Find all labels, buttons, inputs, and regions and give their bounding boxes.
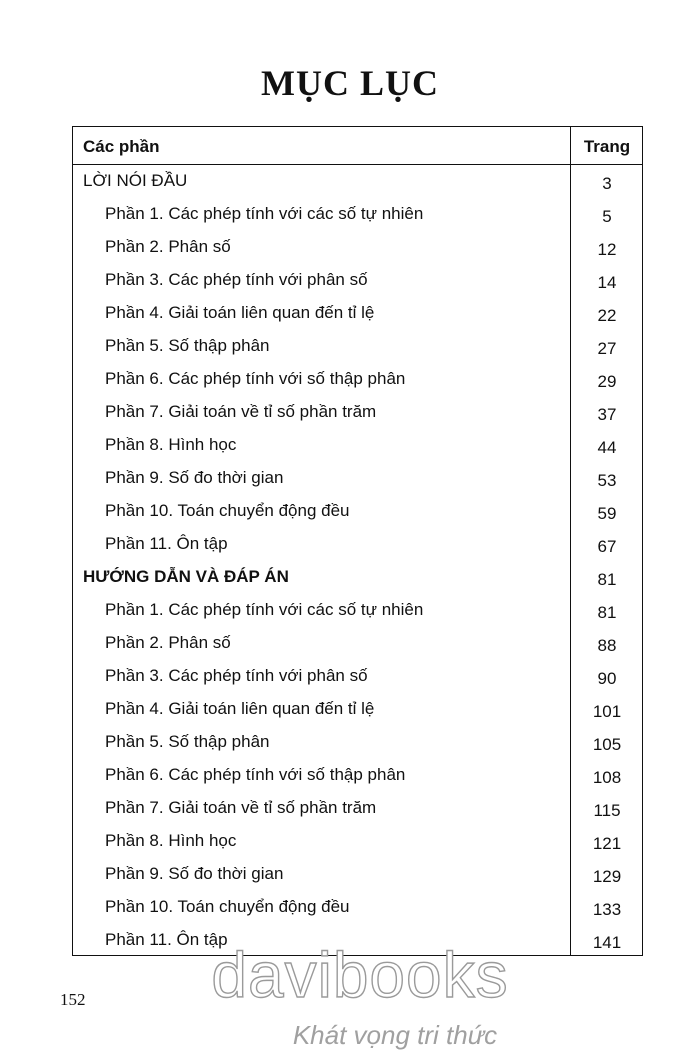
- toc-entry-row: [73, 857, 642, 890]
- toc-entry-row: [73, 527, 642, 560]
- toc-entry-page: 14: [597, 273, 617, 292]
- toc-entry-title: LỜI NÓI ĐẦU: [83, 171, 188, 190]
- toc-section-row: [73, 560, 642, 593]
- toc-entry-title: Phần 4. Giải toán liên quan đến tỉ lệ: [105, 303, 375, 322]
- toc-entry-page: 27: [597, 339, 617, 358]
- sections-column-header: Các phần: [83, 137, 160, 156]
- toc-entry-row: [73, 890, 642, 923]
- toc-entry-title: Phần 2. Phân số: [105, 633, 231, 652]
- toc-entry-title: Phần 10. Toán chuyển động đều: [105, 501, 350, 520]
- toc-entry-page: 81: [597, 603, 617, 622]
- toc-entry-row: [73, 824, 642, 857]
- toc-entry-row: [73, 791, 642, 824]
- toc-entry-page: 5: [602, 207, 612, 226]
- toc-entry-page: 115: [593, 801, 621, 820]
- toc-entry-title: Phần 4. Giải toán liên quan đến tỉ lệ: [105, 699, 375, 718]
- toc-entry-page: 59: [597, 504, 617, 523]
- toc-section-row: [73, 164, 642, 197]
- toc-entry-row: [73, 494, 642, 527]
- toc-entry-row: [73, 296, 642, 329]
- toc-entry-row: [73, 197, 642, 230]
- toc-entry-page: 53: [597, 471, 617, 490]
- toc-entry-page: 22: [597, 306, 617, 325]
- toc-entry-row: [73, 725, 642, 758]
- toc-entry-title: HƯỚNG DẪN VÀ ĐÁP ÁN: [83, 567, 289, 586]
- toc-entry-row: [73, 461, 642, 494]
- toc-entry-page: 133: [592, 900, 622, 919]
- toc-entry-row: [73, 626, 642, 659]
- toc-entry-row: [73, 758, 642, 791]
- toc-entry-page: 141: [592, 933, 622, 952]
- toc-entry-row: [73, 230, 642, 263]
- toc-entry-row: [73, 593, 642, 626]
- toc-entry-page: 37: [597, 405, 617, 424]
- toc-entry-title: Phần 10. Toán chuyển động đều: [105, 897, 350, 916]
- toc-entry-title: Phần 8. Hình học: [105, 435, 237, 454]
- toc-entry-title: Phần 9. Số đo thời gian: [105, 468, 284, 487]
- toc-entry-title: Phần 1. Các phép tính với các số tự nhiên: [105, 204, 424, 223]
- toc-entry-page: 108: [592, 768, 622, 787]
- toc-entry-title: Phần 6. Các phép tính với số thập phân: [105, 765, 406, 784]
- toc-entry-page: 90: [597, 669, 617, 688]
- toc-entry-page: 3: [602, 174, 612, 193]
- toc-entry-row: [73, 428, 642, 461]
- page-number: 152: [60, 990, 86, 1009]
- toc-entry-row: [73, 395, 642, 428]
- toc-entry-title: Phần 6. Các phép tính với số thập phân: [105, 369, 406, 388]
- page-column-header: Trang: [583, 137, 631, 156]
- toc-entry-row: [73, 263, 642, 296]
- table-of-contents: [72, 126, 643, 956]
- toc-entry-row: [73, 362, 642, 395]
- toc-entry-title: Phần 8. Hình học: [105, 831, 237, 850]
- toc-entry-title: Phần 3. Các phép tính với phân số: [105, 270, 368, 289]
- toc-entry-title: Phần 5. Số thập phân: [105, 336, 270, 355]
- toc-entry-page: 12: [597, 240, 617, 259]
- toc-entry-page: 44: [597, 438, 617, 457]
- toc-entry-title: Phần 1. Các phép tính với các số tự nhiên: [105, 600, 424, 619]
- toc-entry-row: [73, 659, 642, 692]
- toc-entry-title: Phần 5. Số thập phân: [105, 732, 270, 751]
- toc-entry-page: 29: [597, 372, 617, 391]
- toc-entry-page: 101: [592, 702, 622, 721]
- toc-entry-title: Phần 11. Ôn tập: [105, 534, 228, 553]
- toc-header: [73, 127, 642, 165]
- toc-entry-page: 81: [597, 570, 617, 589]
- toc-entry-title: Phần 2. Phân số: [105, 237, 231, 256]
- toc-entry-title: Phần 3. Các phép tính với phân số: [105, 666, 368, 685]
- toc-entry-page: 67: [597, 537, 617, 556]
- toc-entry-page: 105: [592, 735, 622, 754]
- toc-entry-row: [73, 692, 642, 725]
- page-title: MỤC LỤC: [261, 63, 439, 103]
- watermark-slogan: Khát vọng tri thức: [292, 1020, 498, 1050]
- toc-entry-page: 121: [592, 834, 622, 853]
- toc-entry-title: Phần 11. Ôn tập: [105, 930, 228, 949]
- toc-entry-title: Phần 9. Số đo thời gian: [105, 864, 284, 883]
- toc-rows: [73, 164, 642, 956]
- toc-entry-title: Phần 7. Giải toán về tỉ số phần trăm: [105, 402, 377, 421]
- toc-entry-title: Phần 7. Giải toán về tỉ số phần trăm: [105, 798, 377, 817]
- watermark-brand: davibooks: [211, 939, 509, 1011]
- toc-entry-page: 88: [597, 636, 617, 655]
- toc-entry-page: 129: [592, 867, 622, 886]
- toc-entry-row: [73, 329, 642, 362]
